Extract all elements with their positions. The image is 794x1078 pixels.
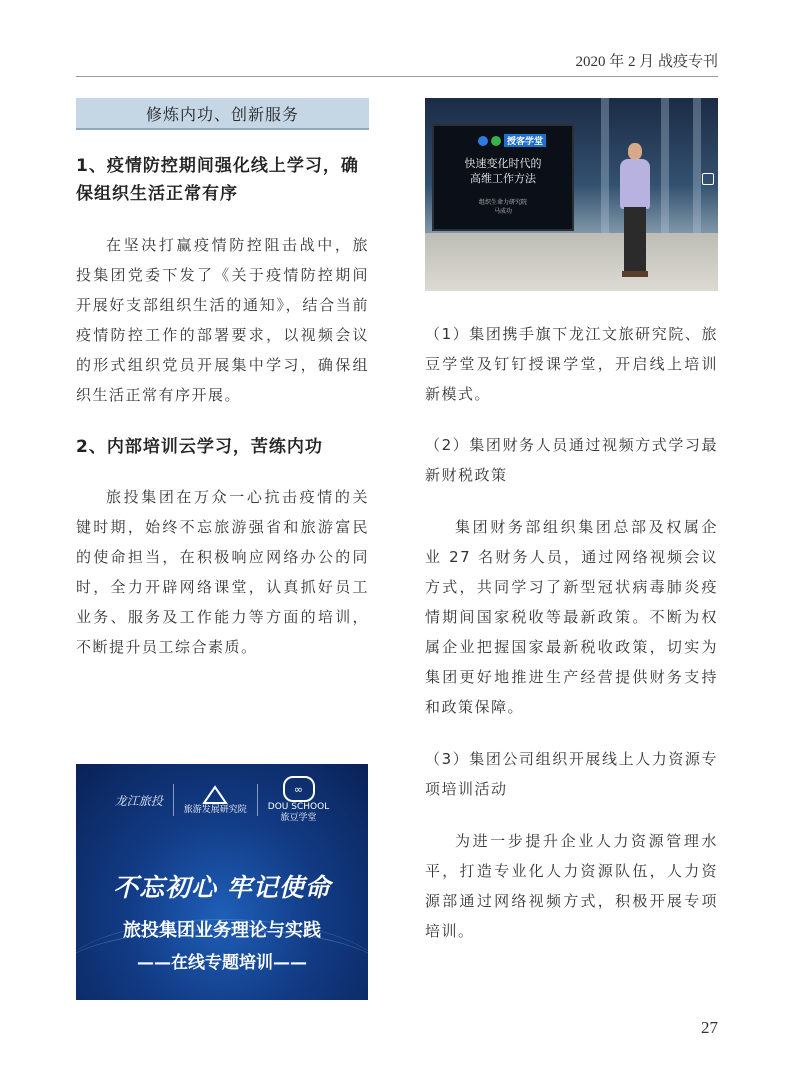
logo-separator <box>173 784 174 816</box>
presentation-screen <box>432 124 574 231</box>
left-column <box>76 98 369 662</box>
heading-cloud-training: 2、内部培训云学习，苦练内功 <box>76 437 323 457</box>
heading-finance-study: （2）集团财务人员通过视频方式学习最新财税政策 <box>425 436 718 484</box>
page-header-title: 2020 年 2 月 战疫专刊 <box>575 54 718 70</box>
paragraph-party-study: 在坚决打赢疫情防控阻击战中，旅投集团党委下发了《关于疫情防控期间开展好支部组织生活的通知》，结合当前疫情防控工作的部署要求，以视频会议的形式组织党员开展集中学习，确保组织生活正常有序开展。 <box>76 236 369 404</box>
studio-pillar <box>661 98 669 238</box>
section-title: 修炼内功、创新服务 <box>145 104 299 124</box>
studio-floor <box>425 233 718 291</box>
share-icon <box>702 173 714 185</box>
institute-emblem-icon <box>202 785 228 805</box>
paragraph-cloud-training: 旅投集团在万众一心抗击疫情的关键时期，始终不忘旅游强省和旅游富民的使命担当，在积极响应网络办公的同时，全力开辟网络课堂，认真抓好员工业务、服务及工作能力等方面的培训，不断提升员工综合素质。 <box>76 488 369 656</box>
paragraph-partner-training: （1）集团携手旗下龙江文旅研究院、旅豆学堂及钉钉授课学堂，开启线上培训新模式。 <box>425 325 718 403</box>
platform-logo: 授客学堂 <box>478 134 546 147</box>
research-institute-logo: 旅游发展研究院 <box>184 785 247 816</box>
banner-slogan: 不忘初心 牢记使命 <box>113 873 331 902</box>
paragraph-hr-training: 为进一步提升企业人力资源管理水平，打造专业化人力资源队伍，人力资源部通过网络视频方式，积极开展专项培训。 <box>425 832 718 940</box>
heading-online-learning: 1、疫情防控期间强化线上学习，确保组织生活正常有序 <box>76 156 359 204</box>
banner-training-label: ——在线专题培训—— <box>137 953 307 973</box>
right-column <box>425 98 718 946</box>
dou-school-logo: ∞ DOU SCHOOL 旅豆学堂 <box>268 776 329 824</box>
heading-hr-training: （3）集团公司组织开展线上人力资源专项培训活动 <box>425 750 718 798</box>
course-title: 快速变化时代的 高维工作方法 <box>464 157 542 185</box>
video-course-photo <box>425 98 718 291</box>
banner-subtitle: 旅投集团业务理论与实践 <box>123 920 321 941</box>
studio-pillar <box>693 98 701 238</box>
platform-logo-dot-icon <box>491 136 501 146</box>
header-divider <box>76 76 718 77</box>
banner-logos <box>76 778 368 822</box>
studio-pillar <box>601 98 609 238</box>
presenter-figure <box>615 143 655 281</box>
section-title-bar <box>76 98 369 130</box>
dou-school-mark-icon: ∞ <box>283 776 315 802</box>
platform-logo-dot-icon <box>478 136 488 146</box>
speaker-caption: 组织生命力研究院 马成功 <box>478 199 527 215</box>
page-number: 27 <box>701 1018 718 1037</box>
longjiang-tourism-logo: 龙江旅投 <box>114 793 163 808</box>
logo-separator <box>257 784 258 816</box>
paragraph-finance-study: 集团财务部组织集团总部及权属企业 27 名财务人员，通过网络视频会议方式，共同学习了新型冠状病毒肺炎疫情期间国家税收等最新政策。不断为权属企业把握国家最新税收政策，切实为集团更好地推进生产经营提供财务支持和政策保障。 <box>425 518 718 716</box>
training-banner-image <box>76 764 368 1000</box>
